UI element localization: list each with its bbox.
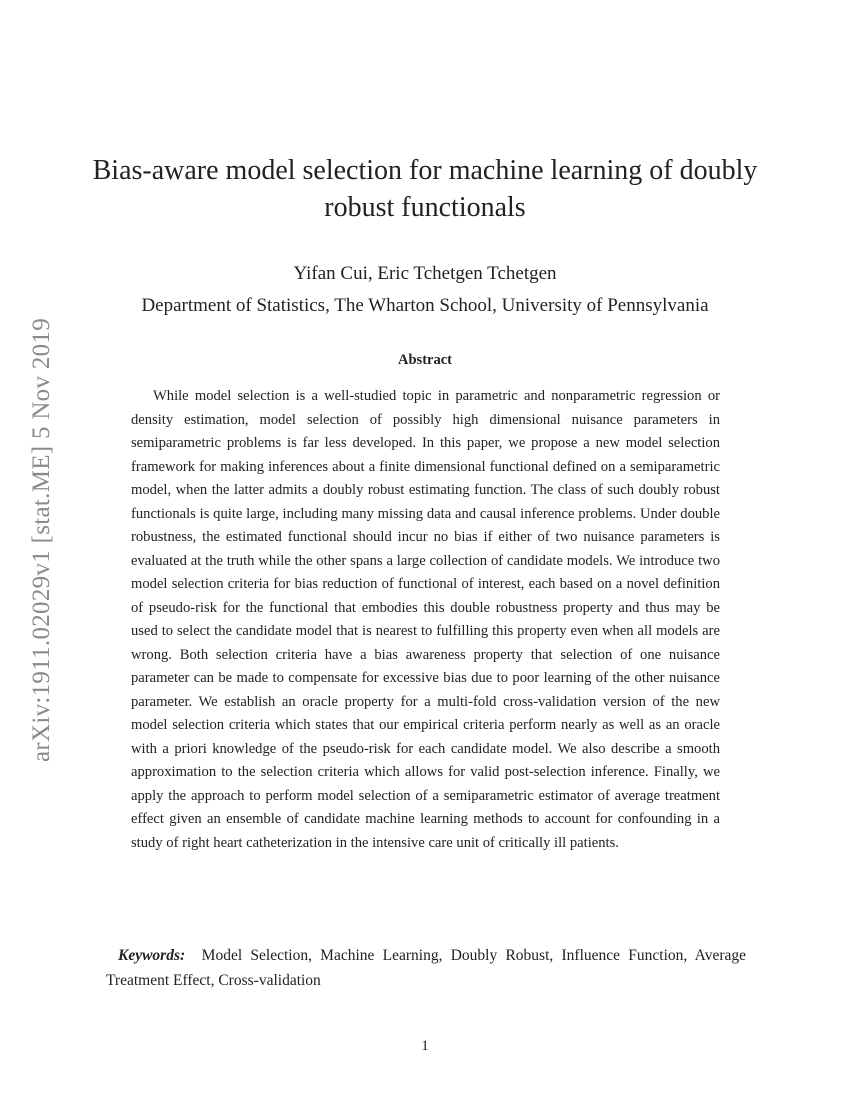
arxiv-identifier-stamp: arXiv:1911.02029v1 [stat.ME] 5 Nov 2019 bbox=[28, 317, 55, 763]
abstract-heading: Abstract bbox=[398, 352, 452, 368]
keywords-list: Model Selection, Machine Learning, Doubly Robust, Influence Function, Average Treatment Effect, Cross-validation bbox=[106, 947, 747, 989]
paper-title: Bias-aware model selection for machine learning of doubly robust functionals bbox=[92, 155, 758, 223]
abstract-text: While model selection is a well-studied topic in parametric and nonparametric regression or density estimation, model selection of possibly high dimensional nuisance parameters in semiparametric problems is far less developed. In this paper, we propose a new model selection framework for making inferences about a finite dimensional functional defined on a semiparametric model, when the latter admits a doubly robust estimating function. The class of such doubly robust functionals is quite large, including many missing data and causal inference problems. Under double robustness, the estimated functional should incur no bias if either of two nuisance parameters is evaluated at the truth while the other spans a large collection of candidate models. We introduce two model selection criteria for bias reduction of functional of interest, each based on a novel definition of pseudo-risk for the functional that embodies this double robustness property and thus may be used to select the candidate model that is nearest to fulfilling this property even when all models are wrong. Both selection criteria have a bias awareness property that selection of one nuisance parameter can be made to compensate for excessive bias due to poor learning of the other nuisance parameter. We establish an oracle property for a multi-fold cross-validation version of the new model selection criteria which states that our empirical criteria perform nearly as well as an oracle with a priori knowledge of the pseudo-risk for each candidate model. We also describe a smooth approximation to the selection criteria which allows for valid post-selection inference. Finally, we apply the approach to perform model selection of a semiparametric estimator of average treatment effect given an ensemble of candidate machine learning methods to account for confounding in a study of right heart catheterization in the intensive care unit of critically ill patients. bbox=[131, 388, 720, 851]
keywords-label: Keywords: bbox=[118, 947, 186, 964]
keywords-paragraph bbox=[106, 943, 746, 993]
author-list: Yifan Cui, Eric Tchetgen Tchetgen bbox=[293, 263, 557, 284]
page-number: 1 bbox=[421, 1038, 429, 1054]
author-affiliation: Department of Statistics, The Wharton School, University of Pennsylvania bbox=[141, 295, 709, 316]
